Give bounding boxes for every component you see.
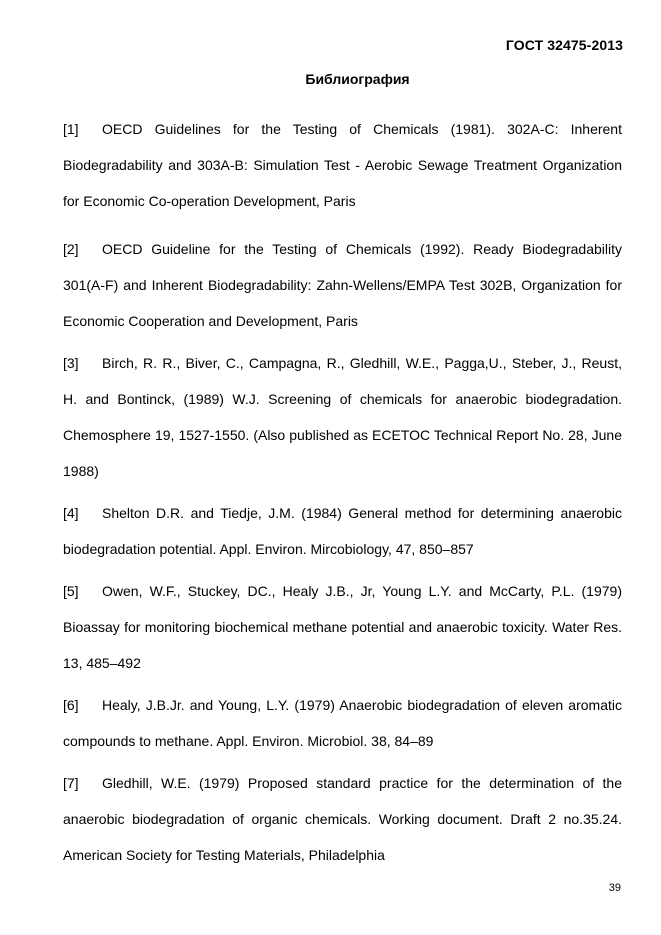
reference-number: [7] — [63, 775, 79, 791]
reference-text: Healy, J.B.Jr. and Young, L.Y. (1979) Anaerobic biodegradation of eleven aromatic compounds to methane. Appl. Environ. Microbiol. 38, 84–89 — [63, 697, 622, 749]
document-code: ГОСТ 32475-2013 — [505, 37, 623, 53]
reference-text: Gledhill, W.E. (1979) Proposed standard practice for the determination of the anaerobic biodegradation of organic chemicals. Working document. Draft 2 no.35.24. American Society for Testing Materials, Philadelphia — [63, 775, 622, 863]
reference-item-7 — [63, 765, 622, 873]
reference-item-2 — [63, 231, 622, 339]
reference-text: Shelton D.R. and Tiedje, J.M. (1984) General method for determining anaerobic biodegradation potential. Appl. Environ. Mircobiology, 47, 850–857 — [63, 505, 622, 557]
reference-item-4 — [63, 495, 622, 567]
reference-number: [5] — [63, 583, 79, 599]
reference-text: Owen, W.F., Stuckey, DC., Healy J.B., Jr, Young L.Y. and McCarty, P.L. (1979) Bioassay for monitoring biochemical methane potential and anaerobic toxicity. Water Res. 13, 485–492 — [63, 583, 622, 671]
reference-number: [6] — [63, 697, 79, 713]
reference-item-3 — [63, 345, 622, 489]
reference-text: OECD Guidelines for the Testing of Chemicals (1981). 302A-C: Inherent Biodegradability and 303A-B: Simulation Test - Aerobic Sewage Treatment Organization for Economic Co-operation Development, Paris — [63, 121, 622, 209]
reference-item-5 — [63, 573, 622, 681]
bibliography-heading: Библиография — [305, 71, 410, 87]
reference-text: Birch, R. R., Biver, C., Campagna, R., Gledhill, W.E., Pagga,U., Steber, J., Reust, H. and Bontinck, (1989) W.J. Screening of chemicals for anaerobic biodegradation. Chemosphere 19, 1527-1550. (Also published as ECETOC Technical Report No. 28, June 1988) — [63, 355, 622, 479]
reference-item-6 — [63, 687, 622, 759]
reference-number: [1] — [63, 121, 79, 137]
reference-text: OECD Guideline for the Testing of Chemicals (1992). Ready Biodegradability 301(A-F) and Inherent Biodegradability: Zahn-Wellens/EMPA Test 302B, Organization for Economic Cooperation and Development, Paris — [63, 241, 622, 329]
reference-number: [4] — [63, 505, 79, 521]
reference-item-1 — [63, 111, 622, 219]
reference-number: [2] — [63, 241, 79, 257]
reference-list — [63, 111, 622, 879]
reference-number: [3] — [63, 355, 79, 371]
page-number: 39 — [608, 882, 621, 894]
